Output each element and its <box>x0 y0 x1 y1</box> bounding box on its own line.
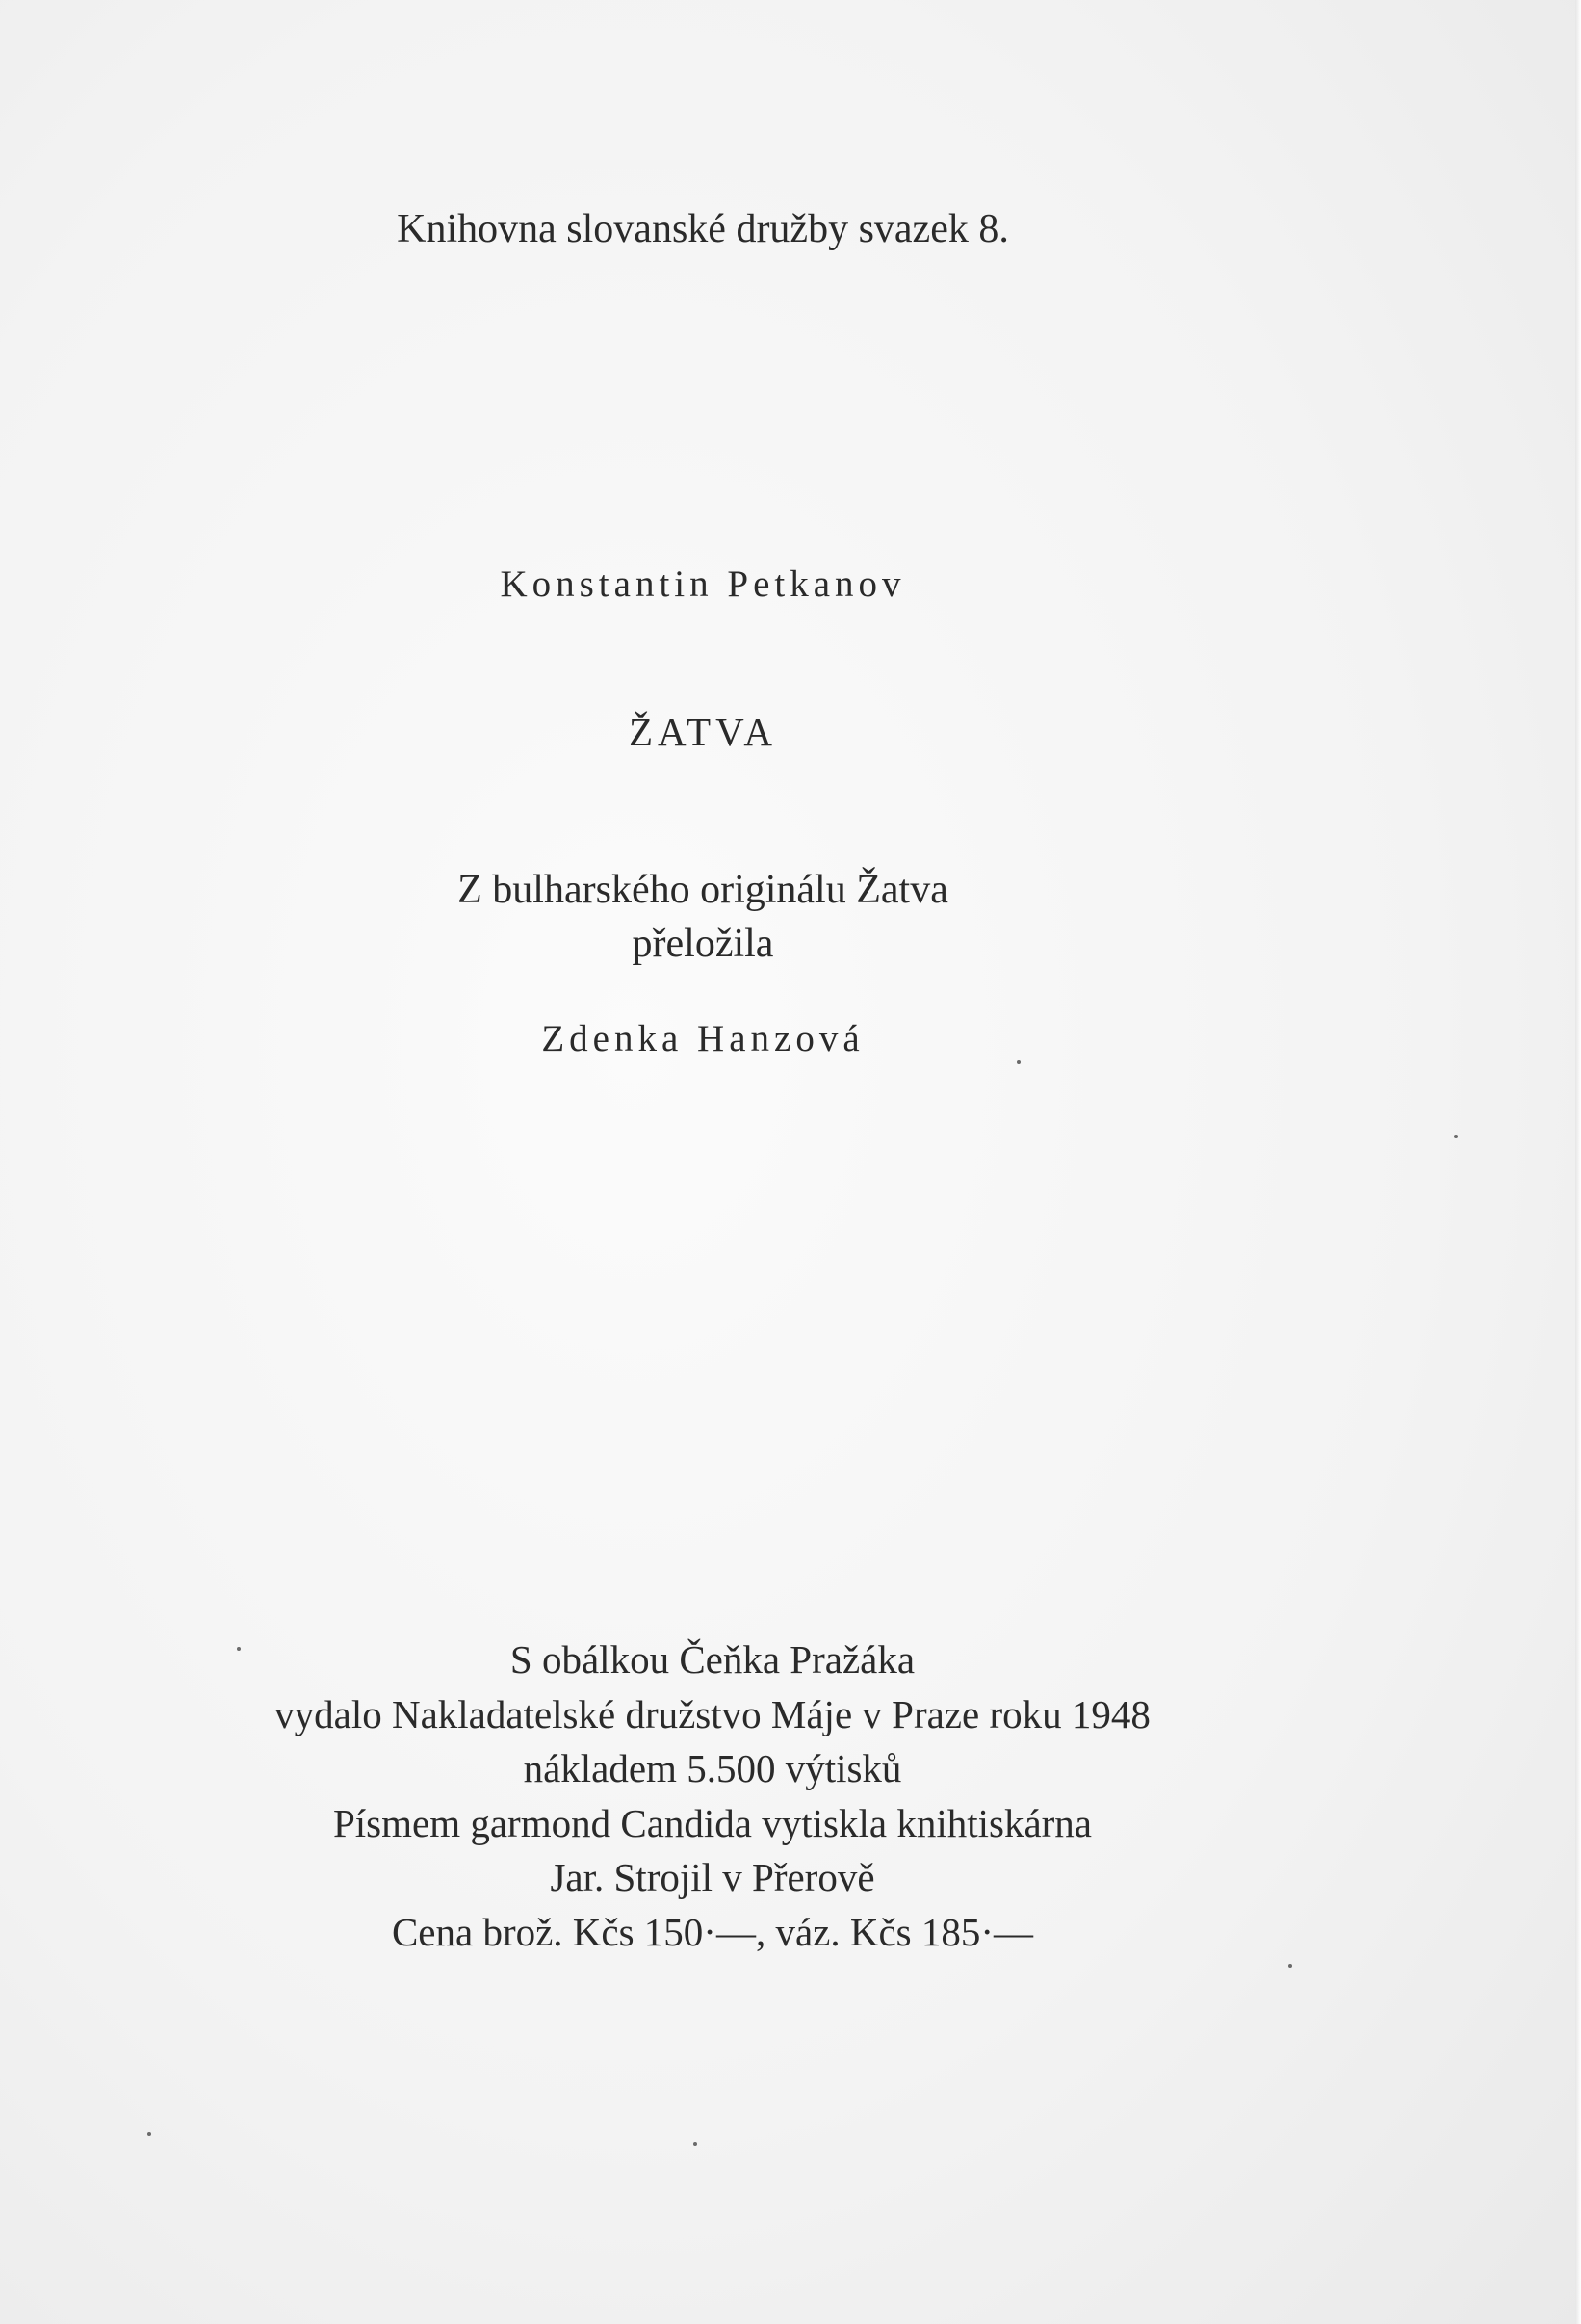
translation-source: Z bulharského originálu Žatva <box>457 868 948 912</box>
colophon-line: Cena brož. Kčs 150·—, váz. Kčs 185·— <box>391 1909 1034 1954</box>
colophon-line: Písmem garmond Candida vytiskla knihtiskárna <box>332 1800 1092 1845</box>
colophon-line: S obálkou Čeňka Pražáka <box>509 1637 916 1682</box>
paper-speck <box>1454 1135 1458 1138</box>
paper-speck <box>693 2142 697 2146</box>
colophon-line: Jar. Strojil v Přerově <box>550 1855 875 1899</box>
book-title: ŽATVA <box>628 710 778 754</box>
colophon <box>0 1632 1425 1959</box>
translator-name: Zdenka Hanzová <box>541 1018 865 1059</box>
paper-speck <box>1017 1060 1021 1064</box>
page-edge <box>1575 0 1581 2324</box>
colophon-line: vydalo Nakladatelské družstvo Máje v Praze roku 1948 <box>274 1691 1151 1736</box>
colophon-line: nákladem 5.500 výtisků <box>523 1746 902 1790</box>
translated-by: přeložila <box>632 922 774 966</box>
paper-speck <box>237 1647 241 1651</box>
series-line: Knihovna slovanské družby svazek 8. <box>397 207 1009 251</box>
author-name: Konstantin Petkanov <box>500 563 906 605</box>
paper-speck <box>1288 1964 1292 1968</box>
paper-speck <box>147 2132 151 2136</box>
